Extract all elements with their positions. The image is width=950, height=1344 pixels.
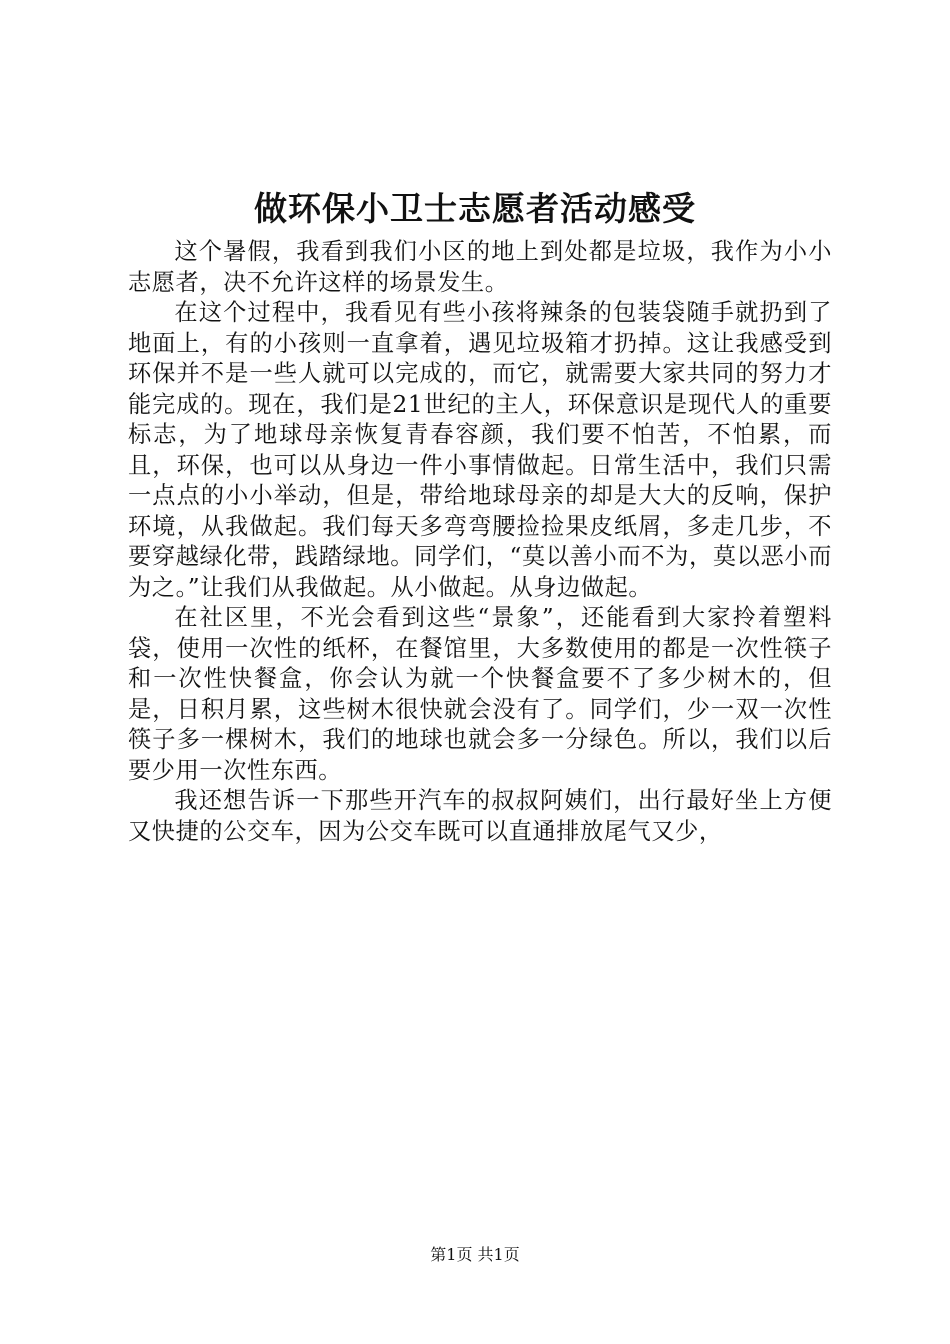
document-body: [128, 237, 832, 847]
paragraph-3: 在社区里，不光会看到这些“景象”，还能看到大家拎着塑料袋，使用一次性的纸杯，在餐馆里，大多数使用的都是一次性筷子和一次性快餐盒，你会认为就一个快餐盒要不了多少树木的，但是，日积月累，这些树木很快就会没有了。同学们，少一双一次性筷子多一棵树木，我们的地球也就会多一分绿色。所以，我们以后要少用一次性东西。: [128, 604, 832, 784]
paragraph-1: 这个暑假，我看到我们小区的地上到处都是垃圾，我作为小小志愿者，决不允许这样的场景发生。: [128, 238, 832, 296]
page-number-footer: 第1页 共1页: [430, 1245, 520, 1264]
paragraph-2: 在这个过程中，我看见有些小孩将辣条的包装袋随手就扔到了地面上，有的小孩则一直拿着，遇见垃圾箱才扔掉。这让我感受到环保并不是一些人就可以完成的，而它，就需要大家共同的努力才能完成的。现在，我们是21世纪的主人，环保意识是现代人的重要标志，为了地球母亲恢复青春容颜，我们要不怕苦，不怕累，而且，环保，也可以从身边一件小事情做起。日常生活中，我们只需一点点的小小举动，但是，带给地球母亲的却是大大的反响，保护环境，从我做起。我们每天多弯弯腰捡捡果皮纸屑，多走几步，不要穿越绿化带，践踏绿地。同学们，“莫以善小而不为，莫以恶小而为之。”让我们从我做起。从小做起。从身边做起。: [128, 299, 832, 601]
paragraph-4: 我还想告诉一下那些开汽车的叔叔阿姨们，出行最好坐上方便又快捷的公交车，因为公交车既可以直通排放尾气又少，: [128, 787, 832, 845]
document-title: 做环保小卫士志愿者活动感受: [254, 189, 696, 228]
